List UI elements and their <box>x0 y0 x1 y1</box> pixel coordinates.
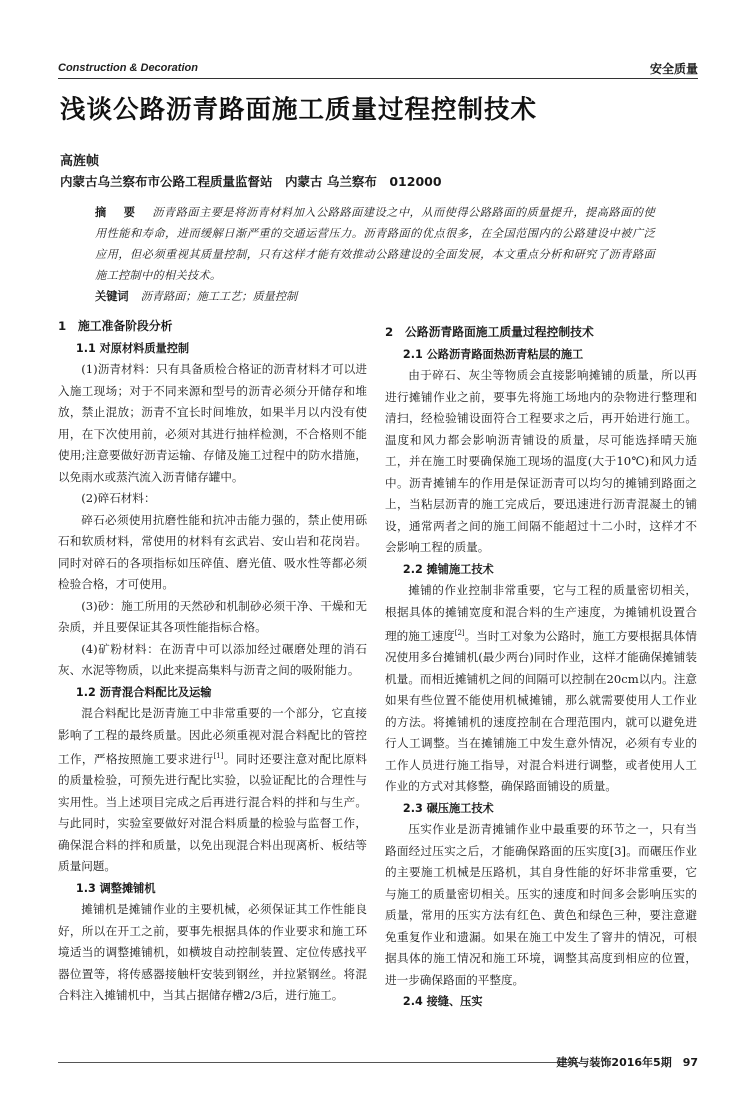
paragraph-asphalt-material: (1)沥青材料：只有具备质检合格证的沥青材料才可以进入施工现场；对于不同来源和型号的沥青必须分开储存和堆放，禁止混放；沥青不宜长时间堆放，如果半月以内没有使用，在下次使用前，必须对其进行抽样检测，不合格则不能使用;注意要做好沥青运输、存储及施工过程中的防水措施，以免雨水或蒸汽流入沥青储存罐中。 <box>58 362 367 484</box>
subsection-heading-2-2: 2.2 摊铺施工技术 <box>402 562 494 576</box>
paragraph-sand: (3)砂：施工所用的天然砂和机制砂必须干净、干燥和无杂质，并且要保证其各项性能指标合格。 <box>58 598 367 634</box>
header-rule <box>58 78 698 79</box>
paragraph-paving <box>385 580 697 798</box>
footer-journal-page: 建筑与装饰2016年5期 97 <box>556 1056 698 1069</box>
right-column <box>385 322 697 1013</box>
subsection-heading-2-3: 2.3 碾压施工技术 <box>402 801 494 815</box>
mix-ratio-text-b: 。同时还要注意对配比原料的质量检验，可预先进行配比实验，以验证配比的合理性与实用性。当上述项目完成之后再进行混合料的拌和与生产。与此同时，实验室要做好对混合料质量的检验与监督工作，确保混合料的拌和质量，以免出现混合料出现离析、板结等质量问题。 <box>58 751 367 874</box>
section-heading-1: 1 施工准备阶段分析 <box>58 319 173 333</box>
keywords-text: 沥青路面；施工工艺；质量控制 <box>140 290 298 303</box>
subsection-heading-1-1: 1.1 对原材料质量控制 <box>75 341 190 355</box>
left-column <box>58 316 367 1007</box>
author-affiliation: 内蒙古乌兰察布市公路工程质量监督站 内蒙古 乌兰察布 012000 <box>60 174 442 189</box>
section-heading-2: 2 公路沥青路面施工质量过程控制技术 <box>385 325 594 339</box>
paving-text-a: 摊铺的作业控制非常重要，它与工程的质量密切相关，根据具体的摊铺宽度和混合料的生产速度，为摊铺机设置合理的施工速度 <box>385 583 697 643</box>
paragraph-tack-coat: 由于碎石、灰尘等物质会直接影响摊铺的质量，所以再进行摊铺作业之前，要事先将施工场地内的杂物进行整理和清扫，经检验铺设面符合工程要求之后，再开始进行施工。温度和风力都会影响沥青铺设的质量，尽可能选择晴天施工，并在施工时要确保施工现场的温度(大于10℃)和风力适中。沥青摊铺车的作用是保证沥青可以均匀的摊铺到路面之上，当粘层沥青的施工完成后，要迅速进行沥青混凝土的铺设，通常两者之间的施工间隔不能超过十二小时，这样才不会影响工程的质量。 <box>385 368 697 554</box>
keywords <box>95 287 655 307</box>
article-title: 浅谈公路沥青路面施工质量过程控制技术 <box>60 95 538 125</box>
footer-rule <box>58 1062 580 1063</box>
paragraph-gravel: 碎石必须使用抗磨性能和抗冲击能力强的，禁止使用砾石和软质材料，常使用的材料有玄武岩、安山岩和花岗岩。同时对碎石的各项指标如压碎值、磨光值、吸水性等都必须检验合格，才可使用。 <box>58 512 367 591</box>
paragraph-mix-ratio <box>58 703 367 878</box>
paragraph-paver: 摊铺机是摊铺作业的主要机械，必须保证其工作性能良好，所以在开工之前，要事先根据具体的作业要求和施工环境适当的调整摊铺机，如横坡自动控制装置、定位传感找平器位置等，将传感器接触杆安装到钢丝，并拉紧钢丝。将混合料注入摊铺机中，当其占据储存槽2/3后，进行施工。 <box>58 902 367 1003</box>
subsection-heading-2-1: 2.1 公路沥青路面热沥青粘层的施工 <box>402 347 584 361</box>
paragraph-compaction: 压实作业是沥青摊铺作业中最重要的环节之一，只有当路面经过压实之后，才能确保路面的压实度[3]。而碾压作业的主要施工机械是压路机，其自身性能的好坏非常重要，它与施工的质量密切相关。压实的速度和时间多会影响压实的质量，常用的压实方法有红色、黄色和绿色三种，要注意避免重复作业和遗漏。如果在施工中发生了窨井的情况，可根据具体的施工情况和施工环境，调整其高度到相应的位置，进一步确保路面的平整度。 <box>385 822 697 987</box>
subsection-heading-1-2: 1.2 沥青混合料配比及运输 <box>75 685 212 699</box>
paving-text-b: 。当时工对象为公路时，施工方要根据具体情况使用多台摊铺机(最少两台)同时作业，这样才能确保摊铺装机量。而相近摊铺机之间的间隔可以控制在20cm以内。注意如果有些位置不能使用机械摊铺，那么就需要使用人工作业的方法。将摊铺机的速度控制在合理范围内，就可以避免进行人工调整。当在摊铺施工中发生意外情况，必须有专业的工作人员进行施工指导，对混合料进行调整，或者使用人工作业的方式对其修整，确保路面铺设的质量。 <box>385 628 697 794</box>
abstract <box>95 202 655 286</box>
author-name: 高旌帧 <box>60 154 100 169</box>
paragraph-mineral-powder: (4)矿粉材料：在沥青中可以添加经过碾磨处理的消石灰、水泥等物质，以此来提高集料与沥青之间的吸附能力。 <box>58 641 367 677</box>
citation-1: [1] <box>213 752 224 760</box>
subsection-heading-1-3: 1.3 调整摊铺机 <box>75 881 156 895</box>
section-label: 安全质量 <box>649 62 698 76</box>
mix-ratio-text-a: 混合料配比是沥青施工中非常重要的一个部分，它直接影响了工程的最终质量。因此必须重视对混合料配比的管控工作，严格按照施工要求进行 <box>58 706 367 766</box>
paragraph-gravel-title: (2)碎石材料： <box>81 491 156 505</box>
abstract-text: 沥青路面主要是将沥青材料加入公路路面建设之中，从而使得公路路面的质量提升，提高路面的使用性能和寿命，进而缓解日渐严重的交通运营压力。沥青路面的优点很多，在全国范围内的公路建设中被广泛应用，但必须重视其质量控制，只有这样才能有效推动公路建设的全面发展，本文重点分析和研究了沥青路面施工控制中的相关技术。 <box>95 206 655 282</box>
journal-name-en: Construction & Decoration <box>58 62 198 74</box>
subsection-heading-2-4: 2.4 接缝、压实 <box>402 995 483 1009</box>
abstract-label: 摘 要 <box>95 206 139 219</box>
keywords-label: 关键词 <box>95 290 129 303</box>
citation-2: [2] <box>454 629 465 637</box>
